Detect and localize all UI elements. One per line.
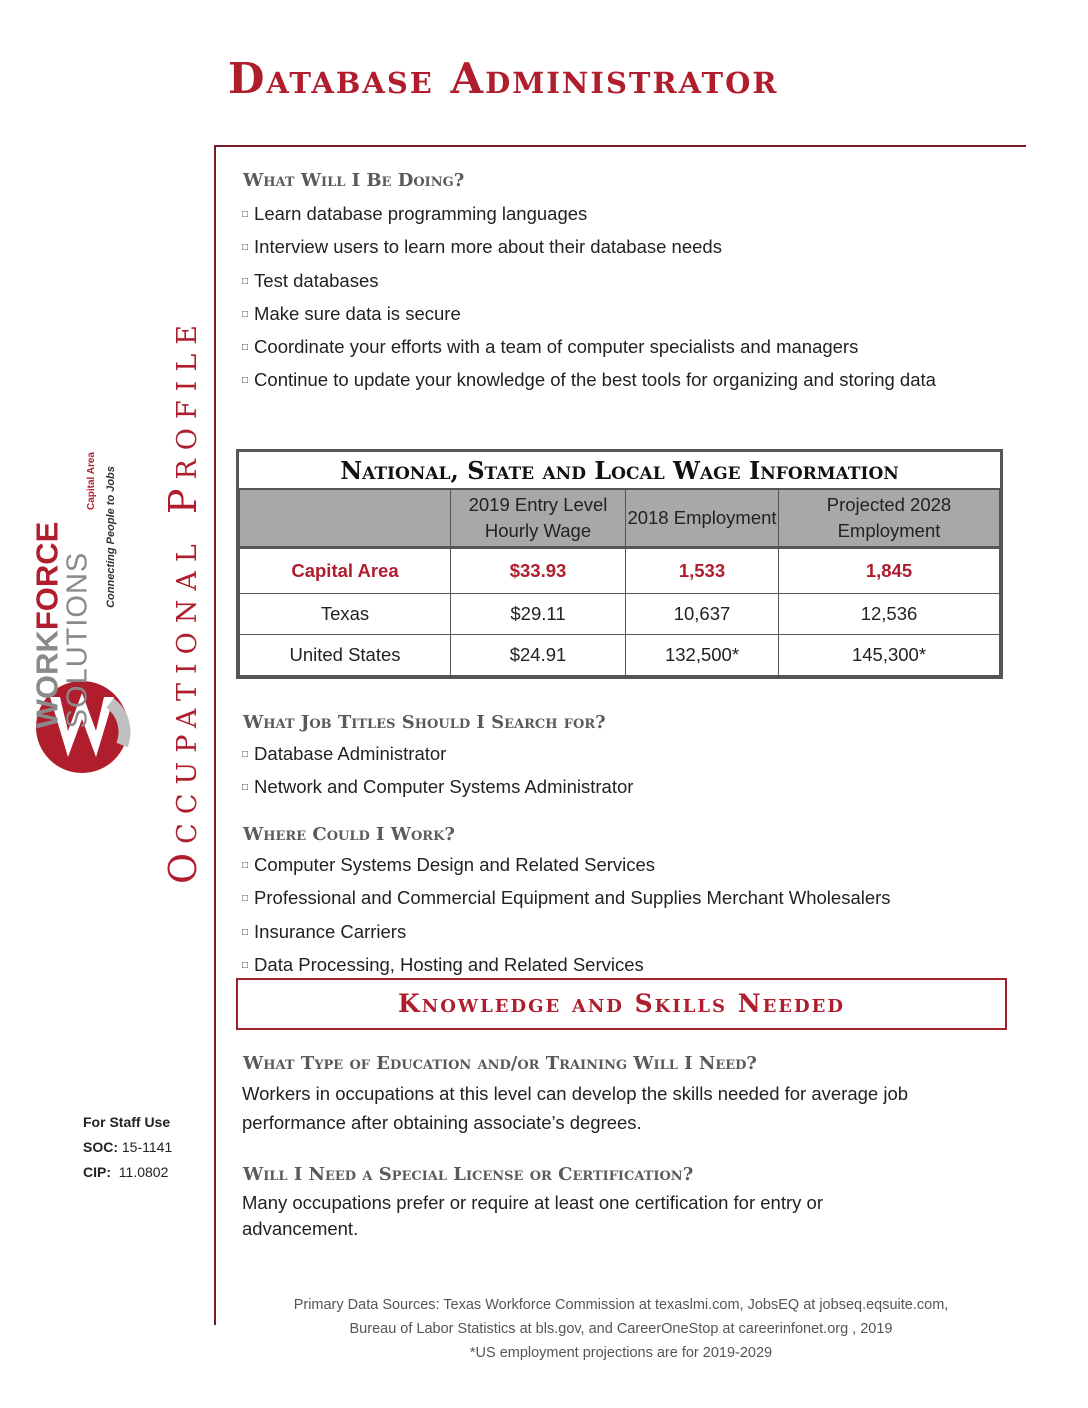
table-row	[240, 635, 1000, 676]
bullet-icon: □	[242, 275, 249, 287]
table-cell: 1,533	[626, 548, 779, 594]
table-row	[240, 548, 1000, 594]
bullet-icon: □	[242, 893, 249, 905]
bullet-icon: □	[242, 749, 249, 760]
page-title: Database Administrator	[228, 54, 779, 103]
title-divider	[216, 145, 1026, 147]
bullet-icon: □	[242, 375, 249, 387]
education-text: Workers in occupations at this level can develop the skills needed for average job performance after obtaining associate’s degrees.	[242, 1083, 909, 1133]
work-heading: Where Could I Work?	[243, 824, 455, 845]
list-item: □ Learn database programming languages	[242, 203, 588, 224]
logo-capital-area: Capital Area	[86, 452, 97, 510]
table-cell: United States	[240, 635, 451, 676]
table-cell: $33.93	[451, 548, 626, 594]
footer-line: *US employment projections are for 2019-2029	[469, 1345, 773, 1361]
wage-table	[236, 449, 1003, 679]
table-cell: 12,536	[779, 594, 1000, 635]
doing-heading: What Will I Be Doing?	[243, 170, 465, 191]
bullet-icon: □	[242, 926, 249, 938]
soc-label: SOC:	[83, 1139, 118, 1155]
table-cell: Capital Area	[240, 548, 451, 594]
work-list	[242, 850, 891, 983]
footer-line: Bureau of Labor Statistics at bls.gov, and CareerOneStop at careerinfonet.org , 2019	[349, 1321, 893, 1337]
titles-list	[242, 739, 633, 806]
list-item: □ Data Processing, Hosting and Related Services	[242, 953, 644, 975]
list-item: □ Insurance Carriers	[242, 920, 407, 942]
table-header: 2018 Employment	[626, 490, 779, 548]
staff-label: For Staff Use	[83, 1114, 171, 1130]
table-cell: Texas	[240, 594, 451, 635]
list-item: □ Make sure data is secure	[242, 302, 461, 324]
bullet-icon: □	[242, 342, 249, 354]
cip-label: CIP:	[83, 1164, 111, 1180]
vertical-page-label: Occupational Profile	[161, 316, 205, 884]
table-cell: $24.91	[451, 635, 626, 676]
wage-table-title: National, State and Local Wage Information	[239, 452, 1000, 489]
table-header: 2019 Entry Level Hourly Wage	[451, 490, 626, 548]
staff-use-box	[83, 1110, 172, 1185]
bullet-icon: □	[242, 209, 249, 220]
list-item: □ Network and Computer Systems Administrator	[242, 776, 634, 798]
left-margin-rule	[214, 145, 216, 1325]
logo-force-text: FORCE	[29, 521, 65, 631]
footer-sources	[216, 1293, 1026, 1365]
table-header: Projected 2028 Employment	[779, 490, 1000, 548]
list-item: □ Professional and Commercial Equipment and Supplies Merchant Wholesalers	[242, 887, 891, 909]
bullet-icon: □	[242, 242, 249, 254]
bullet-icon: □	[242, 782, 249, 794]
list-item: □ Database Administrator	[242, 743, 447, 764]
bullet-icon: □	[242, 860, 249, 871]
table-cell: 145,300*	[779, 635, 1000, 676]
skills-banner: Knowledge and Skills Needed	[236, 978, 1007, 1030]
table-cell: 1,845	[779, 548, 1000, 594]
list-item: □ Continue to update your knowledge of the best tools for organizing and storing data	[242, 369, 936, 391]
education-heading: What Type of Education and/or Training Will I Need?	[243, 1053, 757, 1074]
license-text: Many occupations prefer or require at least one certification for entry or advancement.	[242, 1192, 823, 1239]
table-cell: 132,500*	[626, 635, 779, 676]
soc-code: 15-1141	[121, 1139, 173, 1155]
list-item: □ Coordinate your efforts with a team of computer specialists and managers	[242, 336, 859, 358]
list-item: □ Test databases	[242, 269, 379, 291]
footer-line: Primary Data Sources: Texas Workforce Commission at texaslmi.com, JobsEQ at jobseq.eqsuite.com,	[293, 1297, 949, 1313]
list-item: □ Interview users to learn more about their database needs	[242, 236, 722, 258]
cip-code: 11.0802	[118, 1164, 169, 1180]
table-header	[240, 490, 451, 548]
logo-solutions-text: SOLUTIONS	[61, 551, 94, 729]
license-heading: Will I Need a Special License or Certification?	[243, 1164, 694, 1185]
logo-tagline: Connecting People to Jobs	[105, 466, 117, 608]
bullet-icon: □	[242, 959, 249, 971]
doing-list	[242, 199, 936, 399]
table-cell: $29.11	[451, 594, 626, 635]
bullet-icon: □	[242, 308, 249, 320]
logo-wordmark	[29, 521, 94, 729]
table-header-row	[240, 490, 1000, 548]
table-cell: 10,637	[626, 594, 779, 635]
titles-heading: What Job Titles Should I Search for?	[243, 712, 606, 733]
list-item: □ Computer Systems Design and Related Services	[242, 854, 656, 875]
table-row	[240, 594, 1000, 635]
logo-work-text: WORK	[29, 630, 65, 729]
